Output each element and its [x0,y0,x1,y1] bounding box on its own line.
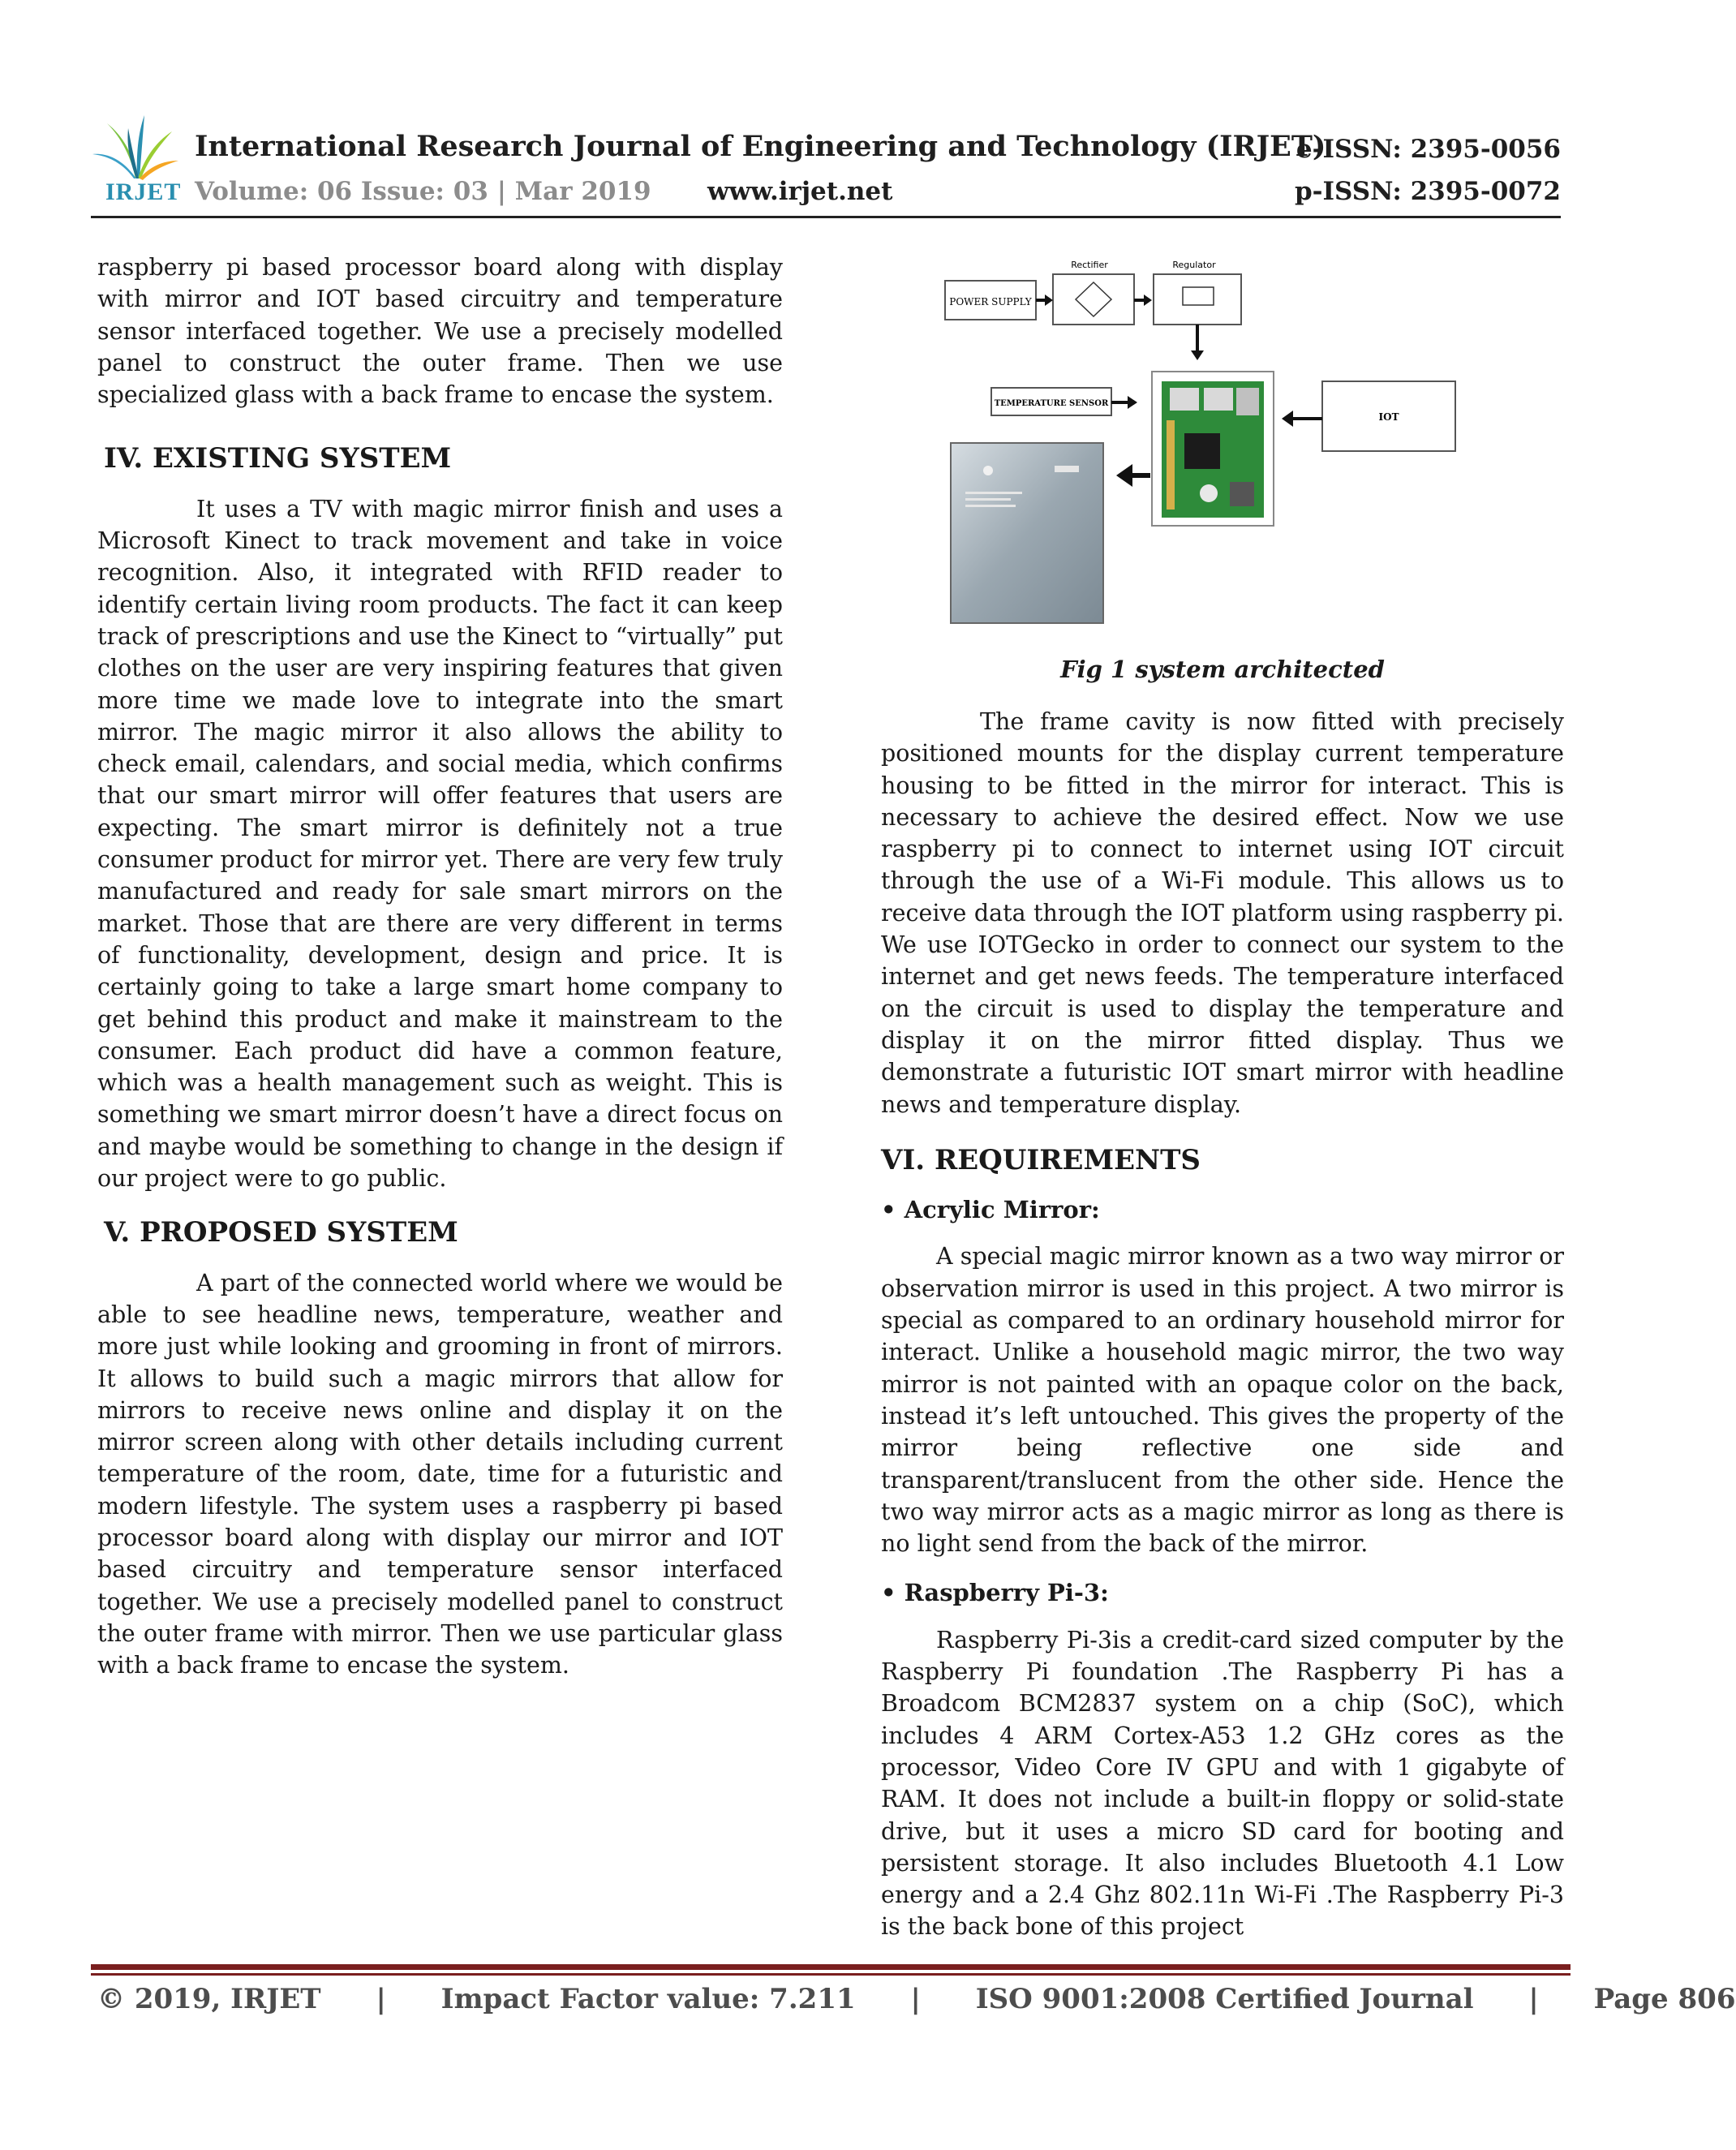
leaf-logo-icon [91,114,180,182]
footer-copyright: © 2019, IRJET [97,1983,321,2015]
e-issn: e-ISSN: 2395-0056 [1296,135,1561,164]
sun-icon [983,466,993,475]
footer-separator: | [376,1983,386,2015]
figure-caption: Fig 1 system architected [1060,656,1385,683]
footer-iso: ISO 9001:2008 Certified Journal [975,1983,1474,2015]
raspberry-logo-icon [1200,484,1218,502]
raspberry-pi-paragraph: Raspberry Pi-3is a credit-card sized computer by the Raspberry Pi foundation .The Raspberry Pi has a Broadcom BCM2837 system on a chip (SoC), which includes 4 ARM Cortex-A53 1.2 GHz cores as the processor, Video Core IV GPU and with 1 gigabyte of RAM. It does not include a built-in floppy or solid-state drive, but it uses a micro SD card for booting and persistent storage. It also includes Bluetooth 4.1 Low energy and a 2.4 Ghz 802.11n Wi-Fi .The Raspberry Pi-3 is the back bone of this project [881,1626,1564,1941]
system-architecture-figure [941,258,1460,633]
proposed-system-paragraph: A part of the connected world where we would be able to see headline news, temperature, weather and more just while looking and grooming in front of mirrors. It allows to build such a magic mirrors that allow for mirrors to receive news online and display it on the mirror screen along with other details including current temperature of the room, date, time for a futuristic and modern lifestyle. The system uses a raspberry pi based processor board along with display our mirror and IOT based circuitry and temperature sensor interfaced together. We use a precisely modelled panel to construct the outer frame with mirror. Then we use particular glass with a back frame to encase the system. [97,1269,783,1679]
page-footer [97,1983,1736,2015]
footer-page-number: Page 806 [1593,1983,1736,2015]
frame-cavity-paragraph: The frame cavity is now fitted with precisely positioned mounts for the display current temperature housing to be fitted in the mirror for interact. This is necessary to achieve the desired effect. Now we use raspberry pi to connect to internet using IOT circuit through the use of a Wi-Fi module. This allows us to receive data through the IOT platform using raspberry pi. We use IOTGecko in order to connect our system to the internet and get news feeds. The temperature interfaced on the circuit is used to display the temperature and display it on the mirror fitted display. Thus we demonstrate a futuristic IOT smart mirror with headline news and temperature display. [881,708,1564,1118]
existing-system-paragraph: It uses a TV with magic mirror finish and uses a Microsoft Kinect to track movement and take in voice recognition. Also, it integrated with RFID reader to identify certain living room products. The fact it can keep track of prescriptions and use the Kinect to “virtually” put clothes on the user are very inspiring features that given more time we made love to integrate into the smart mirror. The magic mirror it also allows the ability to check email, calendars, and social media, which confirms that our smart mirror will offer features that users are expecting. The smart mirror is definitely not a true consumer product for mirror yet. There are very few truly manufactured and ready for sale smart mirrors on the market. Those that are there are very different in terms of functionality, development, design and price. It is certainly going to take a large smart home company to get behind this product and make it mainstream to the consumer. Each product did have a common feature, which was a health management such as weight. This is something we smart mirror doesn’t have a direct focus on and maybe would be something to change in the design if our project were to go public. [97,495,783,1193]
acrylic-mirror-heading: • Acrylic Mirror: [881,1196,1100,1224]
p-issn: p-ISSN: 2395-0072 [1294,177,1561,206]
header-divider [91,216,1561,218]
left-column [97,252,783,1681]
smart-mirror-display [951,443,1103,623]
footer-divider-thick [91,1964,1571,1970]
temperature-sensor-label: TEMPERATURE SENSOR [994,399,1109,408]
footer-divider-thin [91,1973,1571,1976]
soc-chip-icon [1184,433,1220,469]
right-column [881,706,1564,1943]
acrylic-mirror-paragraph: A special magic mirror known as a two way mirror or observation mirror is used in this project. A two mirror is special as compared to an ordinary household mirror for interact. Unlike a household magic mirror, the two way mirror is not painted with an opaque color on the back, instead it’s left untouched. This gives the property of the mirror being reflective one side and transparent/translucent from the other side. Hence the two way mirror acts as a magic mirror as long as there is no light send from the back of the mirror. [881,1243,1564,1558]
footer-impact-factor: Impact Factor value: 7.211 [440,1983,856,2015]
journal-website[interactable]: www.irjet.net [707,177,893,206]
logo-text: IRJET [105,178,182,205]
journal-title: International Research Journal of Engineering and Technology (IRJET) [195,130,1326,163]
journal-logo [91,114,180,211]
regulator-label: Regulator [1172,260,1216,270]
footer-separator: | [910,1983,921,2015]
intro-paragraph: raspberry pi based processor board along with display with mirror and IOT based circuitry and temperature sensor interfaced together. We use a precisely modelled panel to construct the outer frame. Then we use specialized glass with a back frame to encase the system. [97,254,783,409]
iot-label: IOT [1378,411,1399,423]
volume-issue: Volume: 06 Issue: 03 | Mar 2019 [195,177,651,206]
requirements-heading: VI. REQUIREMENTS [881,1143,1201,1176]
architecture-diagram [941,258,1460,633]
regulator-box [1154,274,1241,325]
proposed-system-heading: V. PROPOSED SYSTEM [104,1216,458,1249]
rectifier-label: Rectifier [1071,260,1108,270]
footer-separator: | [1528,1983,1539,2015]
power-supply-label: POWER SUPPLY [949,296,1032,307]
existing-system-heading: IV. EXISTING SYSTEM [104,442,452,475]
raspberry-pi-heading: • Raspberry Pi-3: [881,1579,1109,1607]
